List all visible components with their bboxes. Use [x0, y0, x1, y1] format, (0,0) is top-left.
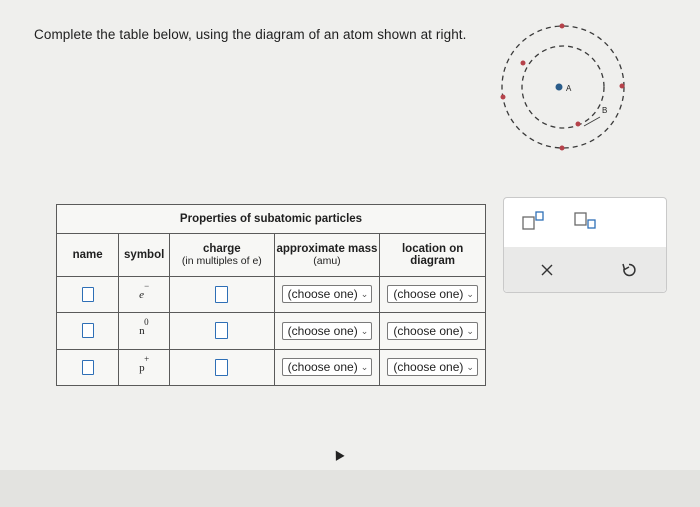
chevron-down-icon: ⌄ — [466, 362, 474, 373]
chevron-down-icon: ⌄ — [466, 289, 474, 300]
mass-cell[interactable] — [274, 276, 380, 312]
header-mass — [274, 234, 380, 277]
name-input[interactable] — [82, 360, 94, 375]
question-prompt: Complete the table below, using the diagram of an atom shown at right. — [34, 27, 467, 42]
chevron-down-icon: ⌄ — [360, 325, 369, 336]
charge-input[interactable] — [215, 286, 228, 303]
tool-row-bottom — [504, 247, 666, 292]
mass-cell[interactable] — [274, 313, 380, 349]
table-row — [57, 349, 486, 385]
location-select[interactable]: (choose one) ⌄ — [387, 358, 478, 376]
name-cell[interactable] — [57, 349, 119, 385]
header-mass-label: approximate mass — [276, 242, 378, 255]
location-cell[interactable] — [380, 276, 486, 312]
undo-icon[interactable] — [620, 261, 638, 279]
electron — [521, 61, 526, 66]
mass-select[interactable]: (choose one) ⌄ — [282, 285, 373, 303]
name-input[interactable] — [82, 287, 94, 302]
electron — [560, 146, 565, 151]
mass-cell[interactable] — [274, 349, 380, 385]
proton-symbol: p + — [139, 353, 150, 374]
name-cell[interactable] — [57, 313, 119, 349]
electron — [620, 84, 625, 89]
label-a: A — [566, 84, 572, 93]
mass-select[interactable]: (choose one) ⌄ — [282, 358, 373, 376]
answer-tools-panel — [503, 197, 667, 293]
electron — [560, 24, 565, 29]
table-row — [57, 276, 486, 312]
location-select[interactable]: (choose one) ⌄ — [387, 322, 478, 340]
header-charge-sub: (in multiples of e) — [181, 254, 262, 267]
location-cell[interactable] — [380, 313, 486, 349]
tool-row-top — [504, 198, 666, 246]
header-charge-label: charge — [202, 242, 241, 255]
subscript-icon[interactable] — [574, 211, 600, 231]
chevron-down-icon: ⌄ — [360, 289, 369, 300]
symbol-cell — [119, 276, 170, 312]
name-input[interactable] — [82, 323, 94, 338]
table-title: Properties of subatomic particles — [57, 205, 486, 234]
symbol-cell — [119, 313, 170, 349]
charge-cell[interactable] — [170, 349, 275, 385]
inner-orbit — [522, 46, 604, 128]
header-symbol: symbol — [119, 234, 170, 277]
nucleus — [556, 84, 563, 91]
symbol-cell — [119, 349, 170, 385]
footer-band — [0, 470, 700, 507]
neutron-symbol: n 0 — [139, 317, 149, 338]
close-icon[interactable] — [540, 263, 554, 277]
charge-cell[interactable] — [170, 313, 275, 349]
charge-cell[interactable] — [170, 276, 275, 312]
pointer-line-b — [584, 117, 600, 126]
charge-input[interactable] — [215, 322, 228, 339]
electron-symbol: e − — [139, 280, 150, 301]
subatomic-particles-table — [56, 204, 486, 386]
table-row — [57, 313, 486, 349]
superscript-icon[interactable] — [522, 211, 546, 231]
header-charge — [170, 234, 275, 277]
location-cell[interactable] — [380, 349, 486, 385]
header-mass-sub: (amu) — [313, 254, 341, 267]
location-select[interactable]: (choose one) ⌄ — [387, 285, 478, 303]
header-location: location on diagram — [380, 234, 486, 277]
header-name: name — [57, 234, 119, 277]
electron — [501, 95, 506, 100]
name-cell[interactable] — [57, 276, 119, 312]
chevron-down-icon: ⌄ — [466, 325, 474, 336]
label-b: B — [602, 106, 608, 115]
charge-input[interactable] — [215, 359, 228, 376]
electron — [576, 122, 581, 127]
mass-select[interactable]: (choose one) ⌄ — [282, 322, 373, 340]
chevron-down-icon: ⌄ — [360, 362, 369, 373]
outer-orbit — [502, 26, 624, 148]
mouse-cursor — [331, 448, 344, 461]
atom-diagram — [490, 14, 640, 164]
